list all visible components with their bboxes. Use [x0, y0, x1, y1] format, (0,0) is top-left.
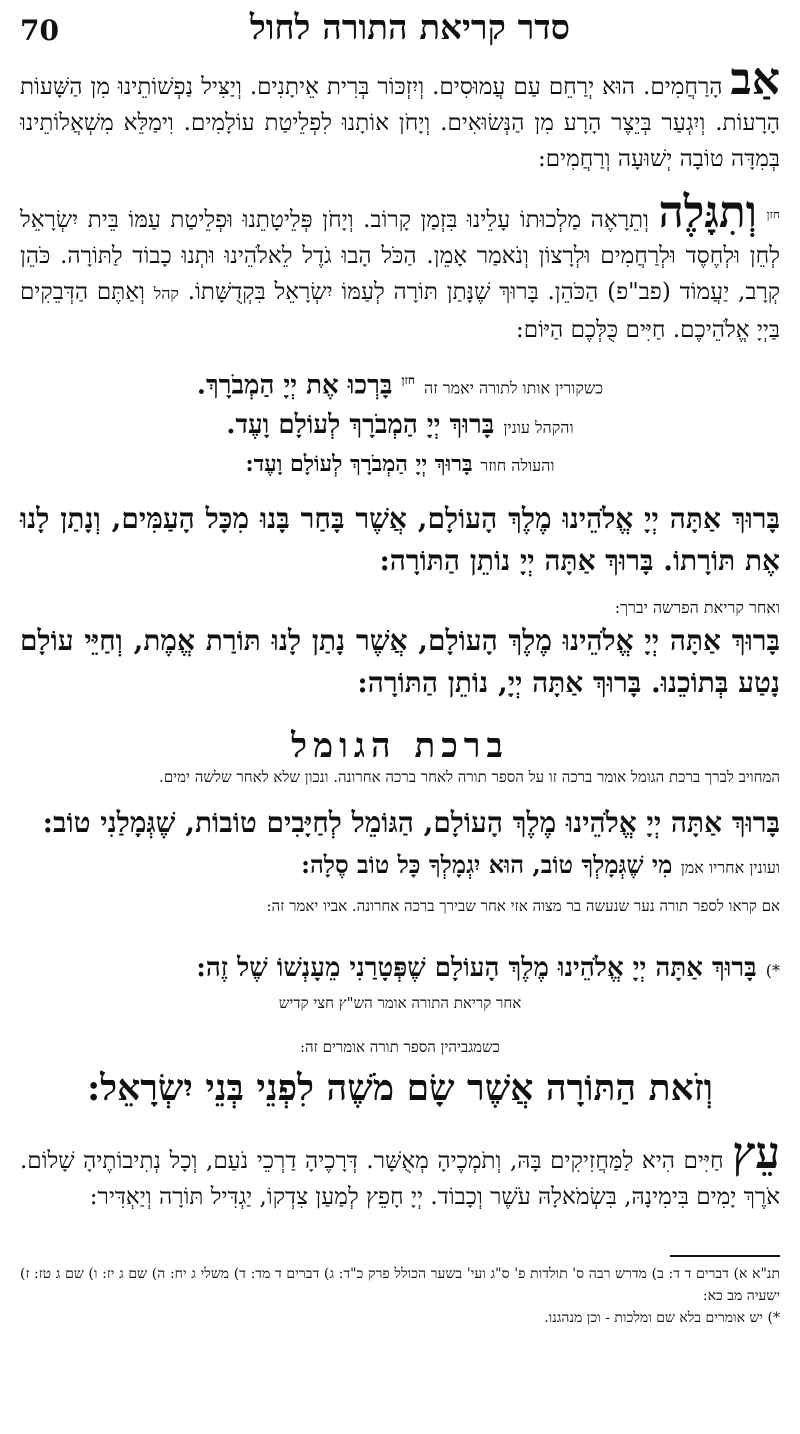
bar-mitzvah-blessing-line — [20, 947, 780, 992]
vetigaleh-initial-word: וְתִגָּלֶה — [658, 187, 757, 238]
bar-mitzvah-blessing: בָּרוּךְ אַתָּה יְיָ אֱלֹהֵינוּ מֶלֶךְ הָעוֹלָם שֶׁפְּטָרַנִי מֵעָנְשׁוֹ שֶׁל זֶה: — [196, 952, 757, 983]
footnote-divider — [670, 1255, 780, 1257]
after-reading-instruction: אחר קריאת התורה אומר הש"ץ חצי קדיש — [278, 993, 522, 1012]
blessing-before-torah: בָּרוּךְ אַתָּה יְיָ אֱלֹהֵינוּ מֶלֶךְ הָעוֹלָם, אֲשֶׁר בָּחַר בָּנוּ מִכָּל הָעַמִּים, וְנָתַן לָנוּ אֶת תּוֹרָתוֹ. בָּרוּךְ אַתָּה יְיָ נוֹתֵן הַתּוֹרָה: — [20, 501, 780, 577]
blessing-after-section — [20, 596, 780, 704]
av-harachamim-paragraph — [20, 54, 780, 177]
kahal-marker: קהל — [153, 284, 179, 303]
chazan-marker: חזן — [766, 207, 781, 222]
gomel-response-line — [20, 844, 780, 889]
prayer-book-page — [20, 0, 780, 1434]
footnotes — [20, 1263, 780, 1329]
footnote-sources: תנ"א א) דברים ד ד: ב) מדרש רבה ס' תולדות פ' ס"ג ועי' בשער הכולל פרק כ"ד: ג) דברים ד מד: ד) משלי ג יח: ה) שם ג יז: ו) שם ג טז: ז) ישעיה מב כא: — [20, 1265, 780, 1304]
kahal-barchu-line — [20, 407, 780, 446]
barchu-text: בָּרְכוּ אֶת יְיָ הַמְבֹרָךְ. — [196, 370, 393, 401]
footnote-bar-mitzvah: *) יש אומרים בלא שם ומלכות - וכן מנהגנו. — [544, 1309, 780, 1326]
kahal-barchu-instruction: והקהל עונין — [503, 417, 574, 437]
av-initial-word: אַב — [730, 54, 780, 105]
etz-initial-word: עֵץ — [732, 1127, 781, 1179]
vetigaleh-text: וְתֵרָאֶה מַלְכוּתוֹ עָלֵינוּ בִּזְמַן קָרוֹב. וְיָחֹן פְּלֵיטָתֵנוּ וּפְלֵיטַת עַמּוֹ בֵּית יִשְׂרָאֵל לְחֵן וּלְחֶסֶד וּלְרַחֲמִים וּלְרָצוֹן וְנֹאמַר אָמֵן. הַכֹּל הָבוּ גֹדֶל לֵאלֹהֵינוּ וּתְנוּ כָבוֹד לַתּוֹרָה. כֹּהֵן קְרָב, יַעֲמוֹד (פב"פ) הַכֹּהֵן. בָּרוּךְ שֶׁנָּתַן תּוֹרָה לְעַמּוֹ יִשְׂרָאֵל בִּקְדֻשָּׁתוֹ. — [20, 207, 781, 305]
etz-chaim-paragraph — [20, 1127, 781, 1215]
gomel-blessing: בָּרוּךְ אַתָּה יְיָ אֱלֹהֵינוּ מֶלֶךְ הָעוֹלָם, הַגּוֹמֵל לְחַיָּבִים טוֹבוֹת, שֶׁגְּמָלַנִי טוֹב: — [42, 805, 780, 839]
kahal-response-text: וְאַתֶּם הַדְּבֵקִים בַּיְיָ אֱלֹהֵיכֶם. חַיִּים כֻּלְּכֶם הַיּוֹם: — [20, 279, 780, 343]
gomel-response-text: מִי שֶׁגְּמָלְךָ טוֹב, הוּא יִגְמָלְךָ כָּל טוֹב סֶלָה: — [301, 849, 673, 879]
vetigaleh-paragraph — [20, 187, 781, 348]
vezot-hatorah-verse: וְזֹאת הַתּוֹרָה אֲשֶׁר שָׂם מֹשֶׁה לִפְנֵי בְּנֵי יִשְׂרָאֵל: — [86, 1066, 713, 1109]
page-header — [20, 0, 780, 58]
gomel-instruction: המחויב לברך ברכת הגומל אומר ברכה זו על הספר תורה לאחר ברכה אחרונה. ונכון שלא לאחר שלשה ימים. — [159, 767, 780, 786]
gomel-response-instruction: ועונין אחריו אמן — [680, 857, 780, 877]
bar-mitzvah-instruction: אם קראו לספר תורה נער שנעשה בר מצוה אזי אחר שבירך ברכה אחרונה. אביו יאמר זה: — [266, 896, 780, 915]
oleh-barchu-instruction: והעולה חוזר — [480, 455, 555, 475]
page-number: 70 — [20, 14, 59, 47]
av-harachamim-text: הָרַחֲמִים. הוּא יְרַחֵם עַם עֲמוּסִים. וְיִזְכּוֹר בְּרִית אֵיתָנִים. וְיַצִּיל נַפְשׁוֹתֵינוּ מִן הַשָּׁעוֹת הָרָעוֹת. וְיִגְעַר בְּיֵצֶר הָרָע מִן הַנְּשׂוּאִים. וְיָחֹן אוֹתָנוּ לִפְלֵיטַת עוֹלָמִים. וִימַלֵּא מִשְׁאֲלוֹתֵינוּ בְּמִדָּה טוֹבָה יְשׁוּעָה וְרַחֲמִים: — [20, 74, 780, 172]
barchu-section — [20, 362, 780, 484]
barchu-chazan-marker: חזן — [401, 373, 415, 387]
running-title: סדר קריאת התורה לחול — [249, 8, 570, 48]
barchu-line — [20, 362, 780, 407]
hagbaha-instruction: כשמגביהין הספר תורה אומרים זה: — [299, 1037, 501, 1056]
oleh-barchu-text: בָּרוּךְ יְיָ הַמְבֹרָךְ לְעוֹלָם וָעֶד: — [245, 450, 473, 477]
gomel-heading: ברכת הגומל — [291, 725, 509, 766]
kahal-barchu-text: בָּרוּךְ יְיָ הַמְבֹרָךְ לְעוֹלָם וָעֶד. — [226, 409, 495, 440]
blessing-after-instruction: ואחר קריאת הפרשה יברך: — [614, 597, 780, 617]
etz-chaim-text: חַיִּים הִיא לַמַּחֲזִיקִים בָּהּ, וְתֹמְכֶיהָ מְאֻשָּׁר. דְּרָכֶיהָ דַרְכֵי נֹעַם, וְכָל נְתִיבוֹתֶיהָ שָׁלוֹם. אֹרֶךְ יָמִים בִּימִינָהּ, בִּשְׂמֹאלָהּ עֹשֶׁר וְכָבוֹד. יְיָ חָפֵץ לְמַעַן צִדְקוֹ, יַגְדִּיל תּוֹרָה וְיַאְדִּיר: — [20, 1147, 780, 1210]
barchu-instruction: כשקורין אותו לתורה יאמר זה — [424, 378, 604, 398]
blessing-after-torah: בָּרוּךְ אַתָּה יְיָ אֱלֹהֵינוּ מֶלֶךְ הָעוֹלָם, אֲשֶׁר נָתַן לָנוּ תּוֹרַת אֱמֶת, וְחַיֵּי עוֹלָם נָטַע בְּתוֹכֵנוּ. בָּרוּךְ אַתָּה יְיָ, נוֹתֵן הַתּוֹרָה: — [20, 623, 780, 699]
oleh-barchu-line — [20, 446, 780, 484]
bar-mitzvah-footnote-mark: *) — [765, 960, 780, 980]
